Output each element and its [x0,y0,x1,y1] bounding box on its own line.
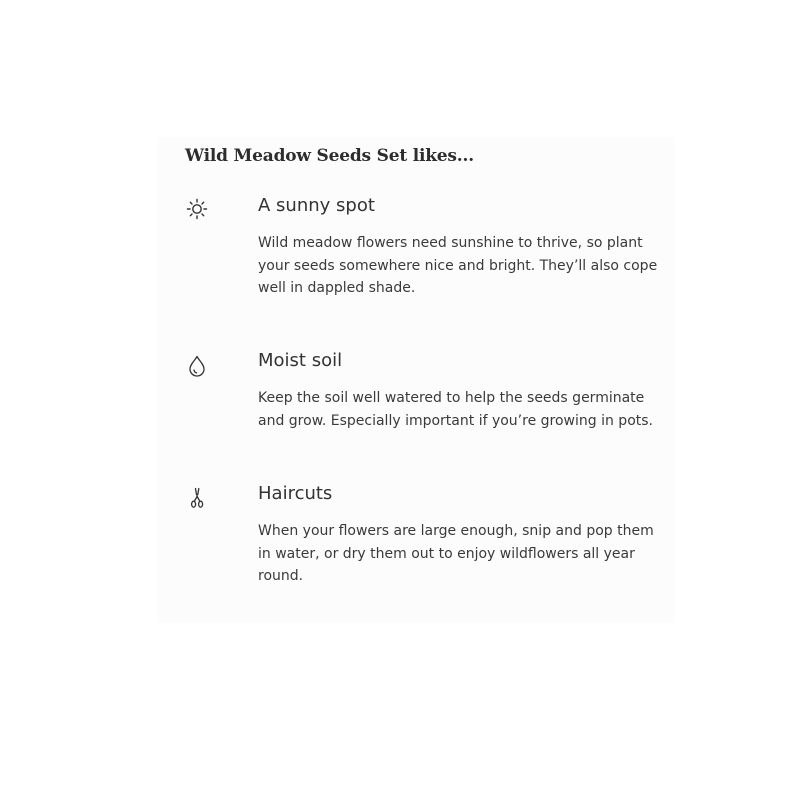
secateurs-icon [185,486,209,510]
water-drop-icon [185,354,209,378]
care-heading: Moist soil [258,350,343,371]
care-description: Wild meadow flowers need sunshine to thrive, so plant your seeds somewhere nice and bright. They’ll also cope well in dappled shade. [258,235,658,296]
care-heading: A sunny spot [258,195,375,216]
care-description: Keep the soil well watered to help the seeds germinate and grow. Especially important if you’re growing in pots. [258,390,653,429]
care-heading: Haircuts [258,483,333,504]
card-title: Wild Meadow Seeds Set likes... [185,146,474,166]
plant-care-card [158,137,674,623]
sun-icon [185,197,209,221]
care-description: When your flowers are large enough, snip and pop them in water, or dry them out to enjoy wildflowers all year round. [258,523,654,584]
